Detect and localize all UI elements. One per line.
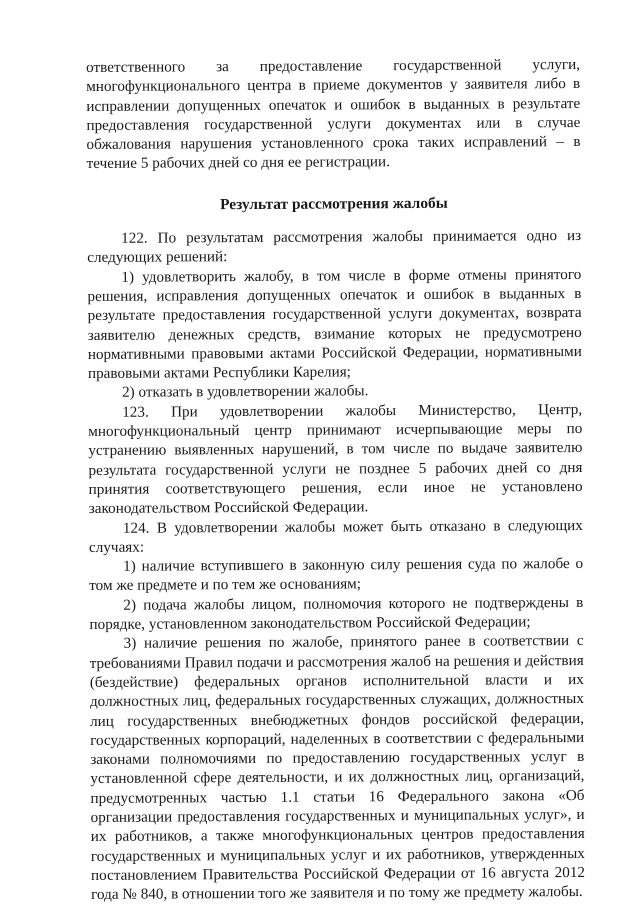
document-body [86,55,585,904]
decision-item-2: 2) отказать в удовлетворении жалобы. [121,382,369,402]
refusal-item-3: 3) наличие решения по жалобе, принятого ранее в соответствии с требованиями Правил подачи и рассмотрения жалоб на решения и действия (бездействие) федеральных органов исполнительной власти и их должностных лиц, федеральных государственных служащих, должностных лиц государственных внебюджетных фондов российской федерации, государственных корпораций, наделенных в соответствии с федеральными законами полномочиями по предоставлению государственных услуг в установленной сфере деятельности, и их должностных лиц, организаций, предусмотренных частью 1.1 статьи 16 Федерального закона «Об организации предоставления государственных и муниципальных услуг», и их работников, а также многофункциональных центров предоставления государственных и муниципальных услуг и их работников, утвержденных постановлением Правительства Российской Федерации от 16 августа 2012 года № 840, в отношении того же заявителя и по тому же предмету жалобы. [89,632,586,904]
section-heading: Результат рассмотрения жалобы [220,194,448,213]
decision-item-1: 1) удовлетворить жалобу, в том числе в форме отмены принятого решения, исправления допущенных опечаток и ошибок в выданных в результате предоставления государственной услуги документах, возврата заявителю денежных средств, взимание которых не предусмотрено нормативными правовыми актами Российской Федерации, нормативными правовыми актами Республики Карелия; [87,265,582,383]
refusal-item-1: 1) наличие вступившего в законную силу решения суда по жалобе о том же предмете и по тем же основаниям; [89,555,584,595]
paragraph-123: 123. При удовлетворении жалобы Министерство, Центр, многофункциональный центр принимают исчерпывающие меры по устранению выявленных нарушений, в том числе по выдаче заявителю результата государственной услуги не позднее 5 рабочих дней со дня принятия соответствующего решения, если иное не установлено законодательством Российской Федерации. [88,400,583,518]
paragraph-124: 124. В удовлетворении жалобы может быть отказано в следующих случаях: [88,516,583,556]
intro-paragraph: ответственного за предоставление государственной услуги, многофункционального центра в приеме документов у заявителя либо в исправлении допущенных опечаток и ошибок в выданных в результате предоставления государственной услуги документах или в случае обжалования нарушения установленного срока таких исправлений – в течение 5 рабочих дней со дня ее регистрации. [86,55,581,173]
refusal-item-2: 2) подача жалобы лицом, полномочия которого не подтверждены в порядке, установленном законодательством Российской Федерации; [89,593,584,634]
paragraph-122: 122. По результатам рассмотрения жалобы принимается одно из следующих решений: [87,227,582,267]
